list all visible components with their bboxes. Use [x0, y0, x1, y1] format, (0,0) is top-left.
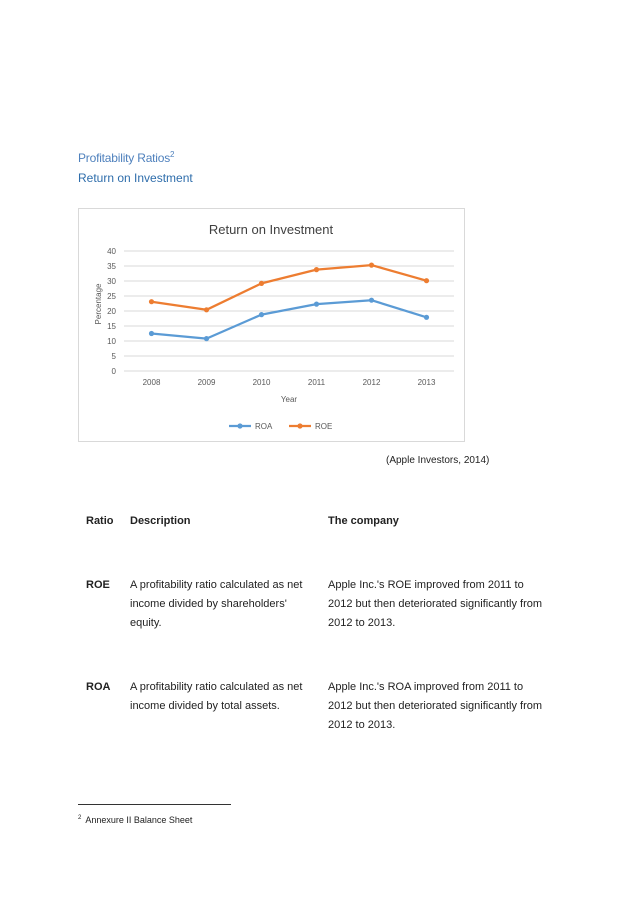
header-company: The company: [328, 515, 399, 527]
y-axis-label: Percentage: [94, 283, 103, 325]
data-point-roa: [314, 302, 319, 307]
x-tick-label: 2009: [197, 378, 216, 387]
description-line: A profitability ratio calculated as net: [130, 579, 303, 591]
company-assessment: [328, 678, 563, 735]
series: [149, 263, 429, 342]
section-subheading: Return on Investment: [78, 171, 193, 185]
assessment-line: 2012 to 2013.: [328, 719, 396, 731]
chart-title: Return on Investment: [208, 222, 334, 237]
legend-marker-roe: [297, 423, 302, 428]
header-description: Description: [130, 515, 191, 527]
y-tick-label: 0: [111, 367, 116, 376]
y-tick-label: 30: [107, 277, 116, 286]
chart-citation: (Apple Investors, 2014): [386, 455, 490, 466]
x-tick-label: 2013: [417, 378, 436, 387]
legend-label-roe: ROE: [315, 422, 333, 431]
y-axis-ticks: [107, 247, 116, 376]
x-tick-label: 2012: [362, 378, 381, 387]
company-assessment: [328, 576, 563, 633]
legend-marker-roa: [237, 423, 242, 428]
data-point-roe: [424, 278, 429, 283]
y-tick-label: 35: [107, 262, 116, 271]
data-point-roa: [149, 331, 154, 336]
assessment-line: 2012 but then deteriorated significantly from: [328, 598, 543, 610]
roi-chart-svg: [79, 209, 464, 441]
ratio-name: ROA: [86, 681, 111, 693]
y-tick-label: 10: [107, 337, 116, 346]
x-axis-ticks: [143, 378, 436, 387]
footnote-divider: [78, 804, 231, 805]
x-tick-label: 2010: [252, 378, 271, 387]
header-ratio: Ratio: [86, 515, 114, 527]
data-point-roa: [259, 312, 264, 317]
y-tick-label: 25: [107, 292, 116, 301]
legend-label-roa: ROA: [255, 422, 273, 431]
assessment-line: 2012 to 2013.: [328, 617, 396, 629]
ratio-description: [130, 576, 320, 633]
ratio-description: [130, 678, 320, 716]
y-tick-label: 15: [107, 322, 116, 331]
footnote-text: Annexure II Balance Sheet: [85, 815, 193, 825]
data-point-roa: [204, 336, 209, 341]
x-tick-label: 2008: [142, 378, 161, 387]
data-point-roa: [424, 315, 429, 320]
description-line: equity.: [130, 617, 162, 629]
data-point-roe: [149, 299, 154, 304]
x-axis-label: Year: [280, 395, 298, 404]
assessment-line: Apple Inc.'s ROA improved from 2011 to: [328, 681, 524, 693]
data-point-roa: [369, 298, 374, 303]
footnote-number: 2: [78, 815, 82, 821]
ratio-name: ROE: [86, 579, 110, 591]
data-point-roe: [314, 267, 319, 272]
section-heading-text: Profitability Ratios: [78, 151, 171, 165]
data-point-roe: [369, 263, 374, 268]
assessment-line: Apple Inc.'s ROE improved from 2011 to: [328, 579, 524, 591]
y-tick-label: 40: [107, 247, 116, 256]
description-line: income divided by total assets.: [130, 700, 280, 712]
data-point-roe: [204, 307, 209, 312]
series-line-roe: [152, 265, 427, 310]
footnote: [78, 815, 192, 825]
footnote-reference[interactable]: 2: [170, 150, 175, 159]
description-line: A profitability ratio calculated as net: [130, 681, 303, 693]
x-tick-label: 2011: [307, 378, 326, 387]
data-point-roe: [259, 281, 264, 286]
y-tick-label: 5: [111, 352, 116, 361]
description-line: income divided by shareholders': [130, 598, 287, 610]
roi-chart: [78, 208, 465, 442]
legend: [229, 422, 332, 431]
section-heading: [78, 150, 174, 165]
series-line-roa: [152, 300, 427, 338]
assessment-line: 2012 but then deteriorated significantly from: [328, 700, 543, 712]
y-tick-label: 20: [107, 307, 116, 316]
